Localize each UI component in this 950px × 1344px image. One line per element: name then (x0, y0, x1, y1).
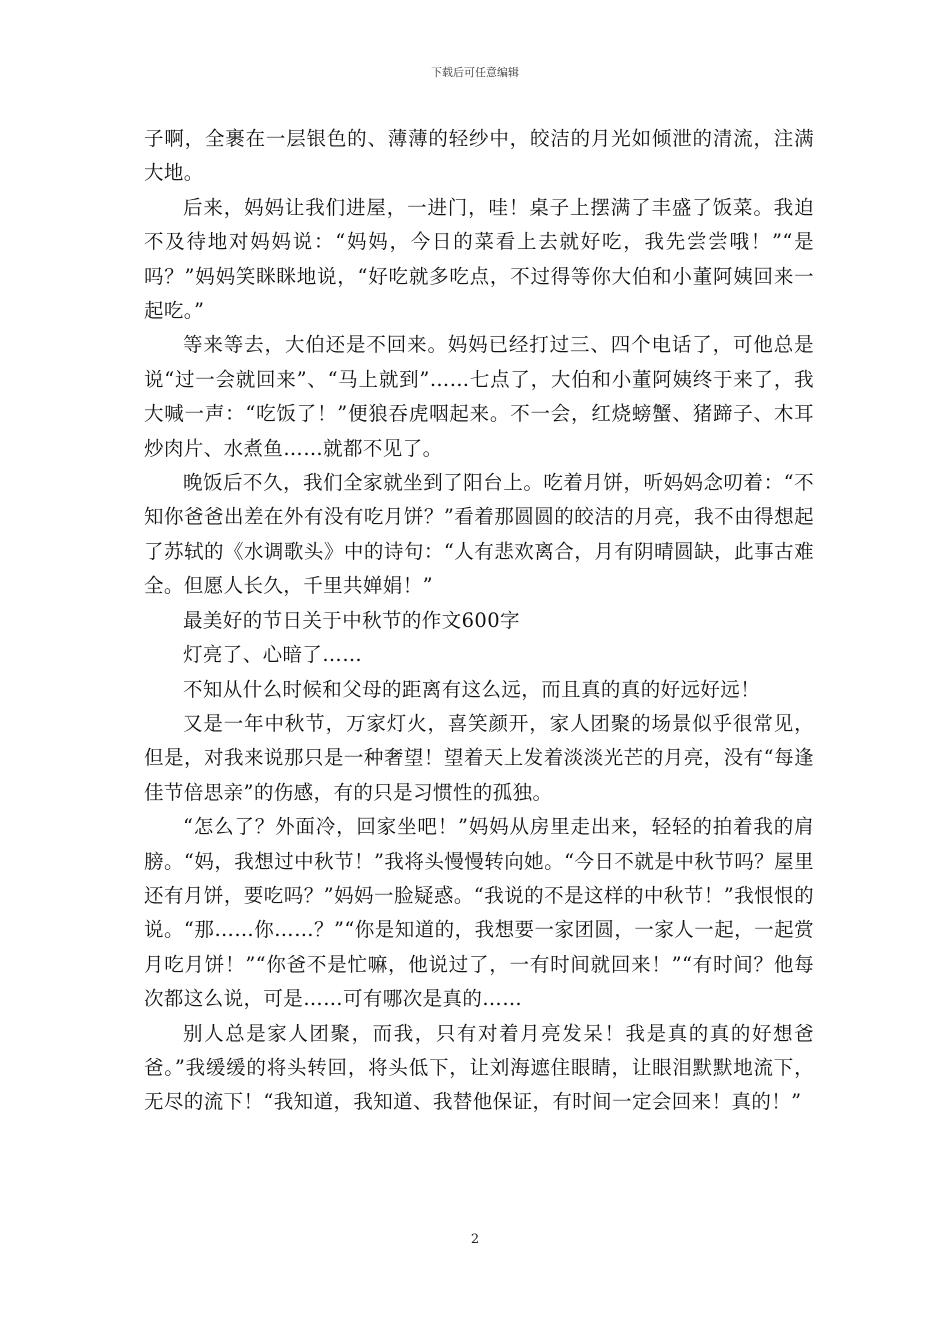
essay-subtitle: 灯亮了、心暗了…… (183, 643, 363, 667)
paragraph: 子啊，全裹在一层银色的、薄薄的轻纱中，皎洁的月光如倾泄的清流，注满大地。 (144, 127, 814, 185)
paragraph: 晚饭后不久，我们全家就坐到了阳台上。吃着月饼，听妈妈念叨着：“不知你爸爸出差在外有没有吃月饼？”看着那圆圆的皎洁的月亮，我不由得想起了苏轼的《水调歌头》中的诗句：“人有悲欢离合，月有阴晴圆缺，此事古难全。但愿人长久，千里共婵娟！” (144, 471, 814, 598)
paragraph: 别人总是家人团聚，而我，只有对着月亮发呆！我是真的真的好想爸爸。”我缓缓的将头转回，将头低下，让刘海遮住眼睛，让眼泪默默地流下，无尽的流下！“我知道，我知道、我替他保证，有时间一定会回来！真的！” (144, 1021, 814, 1114)
paragraph: 又是一年中秋节，万家灯火，喜笑颜开，家人团聚的场景似乎很常见，但是，对我来说那只是一种奢望！望着天上发着淡淡光芒的月亮，没有“每逢佳节倍思亲”的伤感，有的只是习惯性的孤独。 (144, 711, 814, 804)
paragraph: 后来，妈妈让我们进屋，一进门，哇！桌子上摆满了丰盛了饭菜。我迫不及待地对妈妈说：“妈妈，今日的菜看上去就好吃，我先尝尝哦！”“是吗？”妈妈笑眯眯地说，“好吃就多吃点，不过得等你大伯和小董阿姨回来一起吃。” (144, 195, 814, 323)
paragraph: 不知从什么时候和父母的距离有这么远，而且真的真的好远好远！ (183, 677, 761, 701)
paragraph: 等来等去，大伯还是不回来。妈妈已经打过三、四个电话了，可他总是说“过一会就回来”、“马上就到”……七点了，大伯和小董阿姨终于来了，我大喊一声：“吃饭了！”便狼吞虎咽起来。不一会，红烧螃蟹、猪蹄子、木耳炒肉片、水煮鱼……就都不见了。 (144, 333, 814, 460)
document-body (144, 122, 814, 1120)
page-header: 下载后可任意编辑 (431, 66, 519, 79)
page-number: 2 (470, 1232, 480, 1247)
paragraph: “怎么了？外面冷，回家坐吧！”妈妈从房里走出来，轻轻的拍着我的肩膀。“妈，我想过中秋节！”我将头慢慢转向她。“今日不就是中秋节吗？屋里还有月饼，要吃吗？”妈妈一脸疑惑。“我说的不是这样的中秋节！”我恨恨的说。“那……你……？”“你是知道的，我想要一家团圆，一家人一起，一起赏月吃月饼！”“你爸不是忙嘛，他说过了，一有时间就回来！”“有时间？他每次都这么说，可是……可有哪次是真的…… (144, 815, 814, 1011)
section-title: 最美好的节日关于中秋节的作文600字 (183, 608, 520, 632)
